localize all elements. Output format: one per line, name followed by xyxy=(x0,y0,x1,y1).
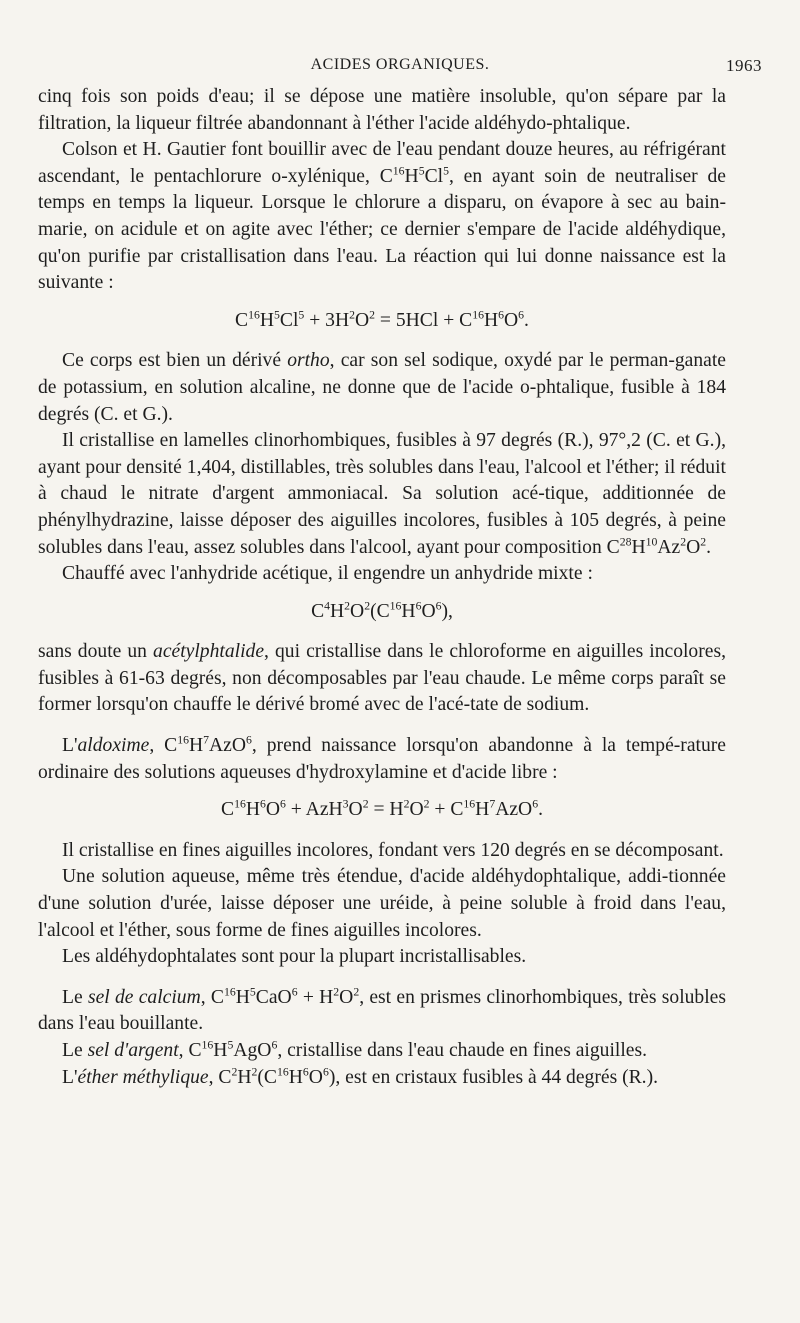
page-number: 1963 xyxy=(726,56,762,75)
paragraph: Colson et H. Gautier font bouillir avec de l'eau pendant douze heures, au réfrigérant ascendant, le pentachlorure o-xylénique, $C^{16}H^5Cl^5$, en ayant soin de neutraliser de temps en temps la liqueur. Lorsque le chlorure a disparu, on évapore à sec au bain-marie, on acidule et on agite avec l'éther; ce dernier s'empare de l'acide aldéhydique, qu'on purifie par cristallisation dans l'eau. La réaction qui lui donne naissance est la suivante : xyxy=(38,139,726,294)
paragraph: Il cristallise en fines aiguilles incolores, fondant vers 120 degrés en se décomposant. xyxy=(62,839,724,861)
paragraph: Une solution aqueuse, même très étendue, d'acide aldéhydophtalique, addi-tionnée d'une solution d'urée, laisse déposer une uréide, à peine soluble à froid dans l'eau, l'alcool et l'éther, sous forme de fines aiguilles incolores. xyxy=(38,866,726,941)
formula: $C^{16}H^5Cl^5 + 3H^2O^2 = 5HCl + C^{16}H^6O^6$. xyxy=(235,308,529,331)
formula: $C^4H^2O^2(C^{16}H^6O^6)$, xyxy=(311,599,453,622)
paragraph: sans doute un acétylphtalide, qui cristallise dans le chloroforme en aiguilles incolores, fusibles à 61-63 degrés, non décomposables par l'eau chaude. Le même corps paraît se former lorsqu'on chauffe le dérivé bromé avec de l'acé-tate de sodium. xyxy=(38,641,726,716)
paragraph: cinq fois son poids d'eau; il se dépose une matière insoluble, qu'on sépare par la filtration, la liqueur filtrée abandonnant à l'éther l'acide aldéhydo-phtalique. xyxy=(38,86,726,134)
running-title: ACIDES ORGANIQUES. xyxy=(310,56,490,73)
paragraph: Ce corps est bien un dérivé ortho, car son sel sodique, oxydé par le perman-ganate de potassium, en solution alcaline, ne donne que de l'acide o-phtalique, fusible à 184 degrés (C. et G.). xyxy=(38,350,726,425)
body-text xyxy=(38,84,726,1091)
paragraph: L'éther méthylique, $C^2H^2(C^{16}H^6O^6)$, est en cristaux fusibles à 44 degrés (R.). xyxy=(62,1064,659,1088)
paragraph: Il cristallise en lamelles clinorhombiques, fusibles à 97 degrés (R.), 97°,2 (C. et G.), ayant pour densité 1,404, distillables, très solubles dans l'eau, l'alcool et l'éther; il réduit à chaud le nitrate d'argent ammoniacal. Sa solution acé-tique, additionnée de phénylhydrazine, laisse déposer des aiguilles incolores, fusibles à 105 degrés, à peine solubles dans l'eau, assez solubles dans l'alcool, ayant pour composition $C^{28}H^{10}Az^2O^2$. xyxy=(38,430,726,558)
paragraph: Le sel d'argent, $C^{16}H^5AgO^6$, cristallise dans l'eau chaude en fines aiguilles. xyxy=(62,1038,648,1061)
paragraph: L'aldoxime, $C^{16}H^7AzO^6$, prend naissance lorsqu'on abandonne à la tempé-rature ordinaire des solutions aqueuses d'hydroxylamine et d'acide libre : xyxy=(38,733,726,783)
running-header xyxy=(38,52,762,78)
paragraph: Chauffé avec l'anhydride acétique, il engendre un anhydride mixte : xyxy=(62,563,593,585)
formula: $C^{16}H^6O^6 + AzH^3O^2 = H^2O^2 + C^{16}H^7AzO^6$. xyxy=(221,797,543,821)
paragraph: Le sel de calcium, $C^{16}H^5CaO^6 + H^2O^2$, est en prismes clinorhombiques, très solubles dans l'eau bouillante. xyxy=(38,985,726,1035)
paragraph: Les aldéhydophtalates sont pour la plupart incristallisables. xyxy=(62,946,527,968)
